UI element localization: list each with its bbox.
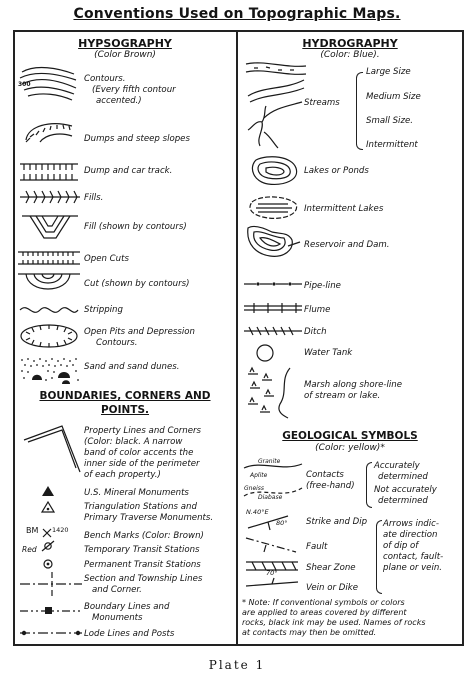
bench-mark-value: 1420 bbox=[52, 526, 69, 534]
open-cuts-label: Open Cuts bbox=[84, 254, 129, 264]
contours-label: Contours. bbox=[84, 74, 126, 84]
section-township-label-2: and Corner. bbox=[92, 585, 142, 595]
boundary-lines-label: Boundary Lines and bbox=[84, 602, 170, 612]
boundaries-heading: BOUNDARIES, CORNERS AND bbox=[39, 390, 211, 402]
property-lines-note-2: band of color accents the bbox=[84, 448, 194, 458]
stripping-label: Stripping bbox=[84, 305, 123, 315]
cut-contours-symbol bbox=[18, 272, 80, 298]
sand-dunes-label: Sand and sand dunes. bbox=[84, 362, 180, 372]
shear-zone-label: Shear Zone bbox=[306, 563, 356, 573]
pipe-line-label: Pipe-line bbox=[304, 281, 341, 291]
ditch-label: Ditch bbox=[304, 327, 327, 337]
stream-intermittent: Intermittent bbox=[366, 140, 418, 150]
mineral-monument-icon bbox=[40, 484, 56, 498]
open-pits-label: Open Pits and Depression bbox=[84, 327, 195, 337]
triangulation-label-2: Primary Traverse Monuments. bbox=[84, 513, 214, 523]
arrow-note-1: Arrows indic- bbox=[383, 519, 439, 529]
dump-car-track-label: Dump and car track. bbox=[84, 166, 173, 176]
contact-note-4: determined bbox=[378, 496, 428, 506]
open-pits-symbol bbox=[18, 322, 80, 350]
plate-caption: Plate 1 bbox=[208, 658, 266, 672]
fault-symbol bbox=[244, 534, 300, 556]
footnote-2: are applied to areas covered by different bbox=[242, 608, 407, 617]
dip-angle: 80° bbox=[276, 519, 288, 527]
dump-car-track-symbol bbox=[18, 160, 80, 184]
geology-heading: GEOLOGICAL SYMBOLS bbox=[282, 430, 418, 442]
hypsography-color-note: (Color Brown) bbox=[94, 50, 156, 60]
diabase-label: Diabase bbox=[258, 494, 283, 501]
reservoir-label: Reservoir and Dam. bbox=[304, 240, 390, 250]
streams-symbol bbox=[244, 58, 308, 154]
property-lines-symbol bbox=[20, 422, 84, 480]
open-cuts-symbol bbox=[18, 250, 80, 266]
lakes-label: Lakes or Ponds bbox=[304, 166, 369, 176]
intermittent-lakes-label: Intermittent Lakes bbox=[304, 204, 384, 214]
stream-medium: Medium Size bbox=[366, 92, 421, 102]
contour-value: 300 bbox=[18, 81, 31, 88]
vein-dike-symbol bbox=[244, 576, 300, 594]
flume-label: Flume bbox=[304, 305, 331, 315]
water-tank-icon bbox=[254, 342, 276, 364]
lode-lines-label: Lode Lines and Posts bbox=[84, 629, 175, 639]
permanent-transit-label: Permanent Transit Stations bbox=[84, 560, 201, 570]
stream-large: Large Size bbox=[366, 67, 411, 77]
fill-contours-label: Fill (shown by contours) bbox=[84, 222, 187, 232]
arrow-note-2: ate direction bbox=[383, 530, 438, 540]
vein-dip-angle: 70° bbox=[266, 569, 278, 577]
water-tank-label: Water Tank bbox=[304, 348, 353, 358]
boundary-lines-label-2: Monuments bbox=[92, 613, 143, 623]
fills-symbol bbox=[20, 188, 80, 206]
fill-contours-symbol bbox=[22, 212, 78, 246]
column-divider bbox=[236, 30, 238, 646]
marsh-label: Marsh along shore-line bbox=[304, 380, 403, 390]
aplite-label: Aplite bbox=[250, 472, 268, 479]
marsh-label-2: of stream or lake. bbox=[304, 391, 381, 401]
contact-note-2: determined bbox=[378, 472, 428, 482]
property-lines-note-4: of each property.) bbox=[84, 470, 161, 480]
stream-small: Small Size. bbox=[366, 116, 413, 126]
contact-note-3: Not accurately bbox=[374, 485, 437, 495]
dip-brace bbox=[376, 520, 382, 594]
strike-bearing: N.40°E bbox=[246, 508, 269, 516]
geology-color-note: (Color: yellow)* bbox=[315, 443, 385, 453]
triangulation-label: Triangulation Stations and bbox=[84, 502, 197, 512]
sand-dunes-symbol bbox=[18, 356, 80, 386]
boundary-lines-symbol bbox=[20, 604, 82, 618]
property-lines-label: Property Lines and Corners bbox=[84, 426, 201, 436]
ditch-symbol bbox=[244, 324, 302, 338]
arrow-note-3: of dip of bbox=[383, 541, 419, 551]
temporary-transit-label: Temporary Transit Stations bbox=[84, 545, 200, 555]
marsh-symbol bbox=[244, 366, 302, 418]
hydrography-color-note: (Color: Blue). bbox=[320, 50, 380, 60]
permanent-transit-icon bbox=[38, 556, 58, 572]
cut-contours-label: Cut (shown by contours) bbox=[84, 279, 190, 289]
contours-note-1: (Every fifth contour bbox=[92, 85, 176, 95]
granite-label: Granite bbox=[258, 458, 281, 465]
property-lines-note-3: inner side of the perimeter bbox=[84, 459, 200, 469]
contacts-brace bbox=[366, 462, 372, 508]
streams-label: Streams bbox=[304, 98, 340, 108]
arrow-note-4: contact, fault- bbox=[383, 552, 444, 562]
gneiss-label: Gneiss bbox=[244, 485, 265, 492]
triangulation-station-icon bbox=[40, 500, 56, 514]
contacts-label-2: (free-hand) bbox=[306, 481, 355, 491]
open-pits-label-2: Contours. bbox=[96, 338, 138, 348]
red-label: Red bbox=[22, 545, 37, 554]
section-township-label: Section and Township Lines bbox=[84, 574, 203, 584]
hydrography-heading: HYDROGRAPHY bbox=[302, 37, 398, 50]
intermittent-lake-symbol bbox=[246, 194, 300, 222]
fills-label: Fills. bbox=[84, 193, 104, 203]
arrow-note-5: plane or vein. bbox=[383, 563, 443, 573]
strike-dip-label: Strike and Dip bbox=[306, 517, 368, 527]
hypsography-heading: HYPSOGRAPHY bbox=[78, 37, 172, 50]
footnote-4: at contacts may then be omitted. bbox=[242, 628, 377, 637]
pipe-line-symbol bbox=[244, 276, 302, 292]
reservoir-dam-symbol bbox=[244, 222, 302, 262]
lode-lines-symbol bbox=[20, 626, 82, 640]
section-township-symbol bbox=[20, 572, 82, 596]
fault-label: Fault bbox=[306, 542, 328, 552]
mineral-monuments-label: U.S. Mineral Monuments bbox=[84, 488, 189, 498]
contours-note-2: accented.) bbox=[96, 96, 142, 106]
bench-mark-bm: BM bbox=[26, 526, 39, 535]
streams-brace bbox=[356, 72, 363, 150]
stripping-symbol bbox=[18, 300, 80, 320]
vein-dike-label: Vein or Dike bbox=[306, 583, 359, 593]
flume-symbol bbox=[244, 300, 302, 316]
dumps-label: Dumps and steep slopes bbox=[84, 134, 190, 144]
contact-note-1: Accurately bbox=[374, 461, 420, 471]
strike-dip-symbol bbox=[244, 512, 300, 534]
boundaries-heading-2: POINTS. bbox=[100, 404, 150, 416]
temporary-transit-icon bbox=[38, 537, 58, 553]
property-lines-note-1: (Color: black. A narrow bbox=[84, 437, 183, 447]
page-title: Conventions Used on Topographic Maps. bbox=[73, 6, 401, 22]
footnote-1: * Note: If conventional symbols or colors bbox=[242, 598, 405, 607]
contacts-label: Contacts bbox=[306, 470, 344, 480]
lake-symbol bbox=[248, 154, 300, 188]
footnote-3: rocks, black ink may be used. Names of rocks bbox=[242, 618, 426, 627]
bench-marks-label: Bench Marks (Color: Brown) bbox=[84, 531, 204, 541]
dumps-symbol bbox=[20, 118, 78, 148]
